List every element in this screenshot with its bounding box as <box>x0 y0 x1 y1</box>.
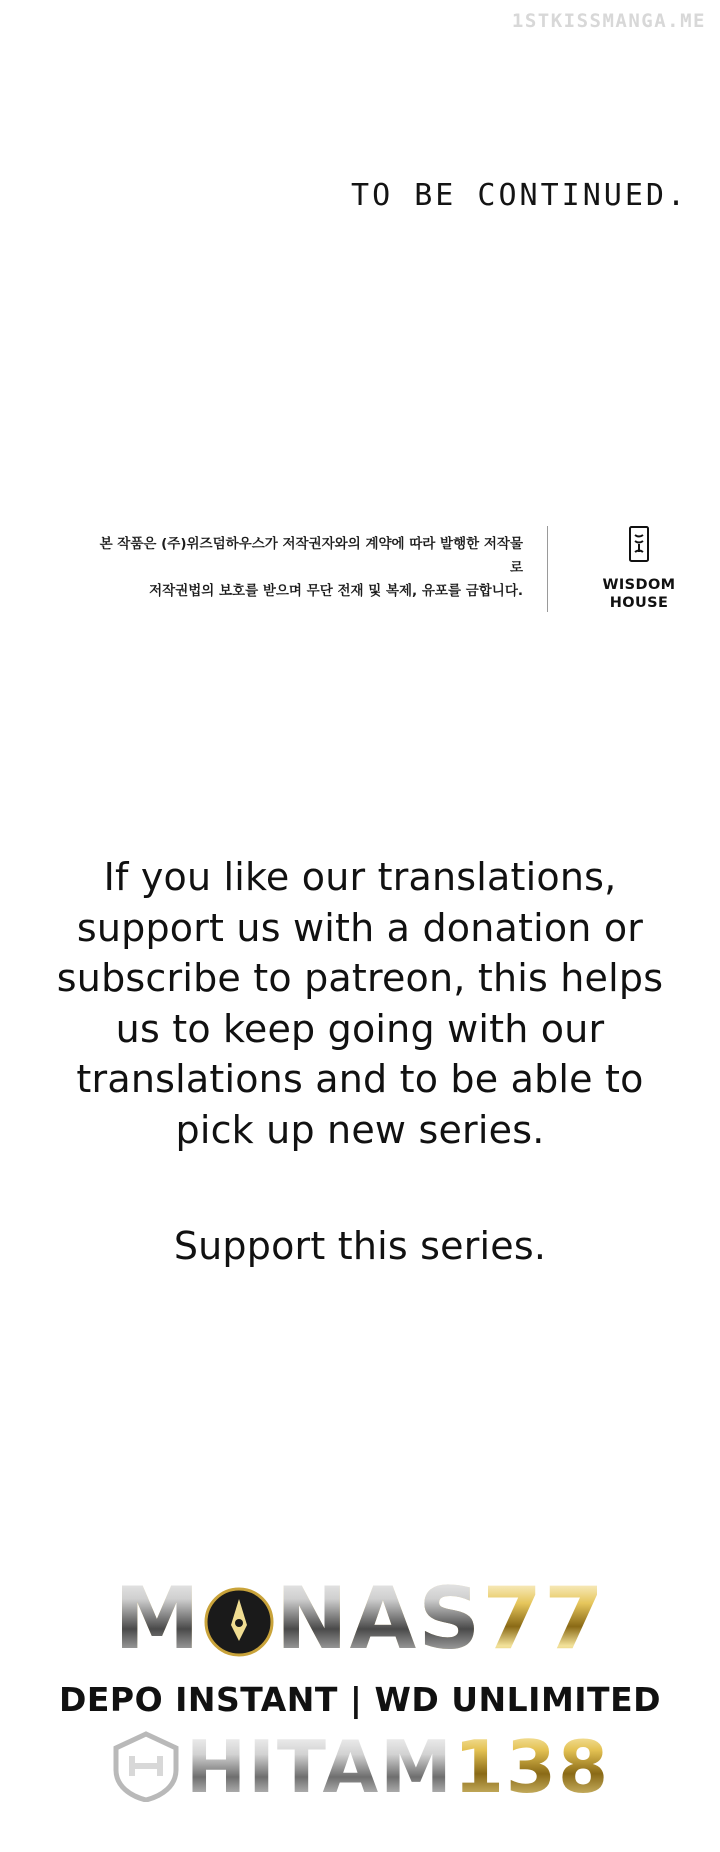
hitam-brand-text: HITAM <box>185 1725 454 1809</box>
support-paragraph-1: If you like our translations, support us with a donation or subscribe to patreon, this helps us to keep going with our translations and to be able to pick up new series. <box>56 855 664 1152</box>
ad-tagline: DEPO INSTANT | WD UNLIMITED <box>58 1680 662 1719</box>
support-message <box>0 852 720 1272</box>
monas-brand-middle: NAS <box>275 1569 483 1669</box>
site-watermark: 1STKISSMANGA.ME <box>511 10 706 32</box>
publisher-name-line-2: HOUSE <box>609 595 669 612</box>
advertisement-banner[interactable] <box>0 1552 720 1852</box>
banner-fade-overlay <box>0 1826 720 1852</box>
copyright-line-2: 저작권법의 보호를 받으며 무단 전재 및 복제, 유포를 금합니다. <box>149 583 523 600</box>
to-be-continued-text: TO BE CONTINUED. <box>351 178 688 213</box>
hitam-shield-icon <box>110 1730 182 1813</box>
hitam-brand-number: 138 <box>453 1725 611 1809</box>
hitam138-logo[interactable] <box>0 1725 720 1813</box>
publisher-name-line-1: WISDOM <box>602 577 676 593</box>
publisher-block <box>580 525 698 612</box>
wisdom-house-logo-icon <box>624 525 654 567</box>
monas-brand-suffix: 77 <box>482 1569 606 1669</box>
vertical-divider <box>547 526 548 612</box>
monas-brand-prefix: M <box>114 1569 202 1669</box>
pen-nib-in-circle-icon <box>202 1585 276 1673</box>
support-paragraph-2: Support this series. <box>173 1224 547 1269</box>
monas77-logo[interactable] <box>0 1569 720 1673</box>
copyright-notice <box>93 533 523 604</box>
copyright-line-1: 본 작품은 (주)위즈덤하우스가 저작권자와의 계약에 따라 발행한 저작물로 <box>99 536 523 576</box>
publisher-name <box>602 576 675 612</box>
copyright-block <box>0 525 720 612</box>
